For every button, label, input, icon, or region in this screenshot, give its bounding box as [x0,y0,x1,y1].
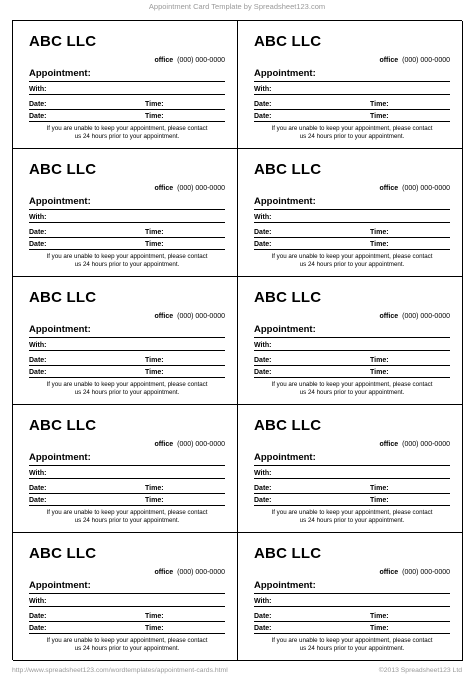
time-label: Time: [370,369,389,376]
notice-line-2: us 24 hours prior to your appointment. [74,388,180,396]
time-label: Time: [370,497,389,504]
time-label: Time: [145,241,164,248]
date-time-line [254,377,450,378]
appointment-card [13,21,238,149]
appointment-label: Appointment: [29,580,91,591]
time-label: Time: [145,613,164,620]
time-label: Time: [145,229,164,236]
cancellation-notice [254,125,450,140]
office-label: office [379,569,399,576]
time-label: Time: [370,485,389,492]
time-label: Time: [370,613,389,620]
date-time-line [254,633,450,634]
appointment-label: Appointment: [254,196,316,207]
notice-line-2: us 24 hours prior to your appointment. [299,388,405,396]
office-phone-line [379,56,450,65]
date-label: Date: [29,113,47,120]
time-label: Time: [370,625,389,632]
card-sheet [12,20,462,660]
date-label: Date: [254,101,272,108]
date-time-line [29,505,225,506]
cancellation-notice [254,381,450,396]
date-label: Date: [29,101,47,108]
date-label: Date: [254,357,272,364]
date-label: Date: [254,613,272,620]
notice-line-2: us 24 hours prior to your appointment. [74,644,180,652]
appointment-card [238,405,463,533]
with-label: With: [29,470,47,477]
appointment-card [13,277,238,405]
date-time-line [254,249,450,250]
date-time-line [254,365,450,366]
notice-line-1: If you are unable to keep your appointment, please contact [46,125,208,132]
office-label: office [154,57,174,64]
appointment-card [238,21,463,149]
notice-line-1: If you are unable to keep your appointment, please contact [271,253,433,260]
footer-copyright: ©2013 Spreadsheet123 Ltd [378,667,462,674]
appointment-card [238,277,463,405]
appointment-label: Appointment: [254,452,316,463]
with-label: With: [29,86,47,93]
time-label: Time: [370,101,389,108]
notice-line-1: If you are unable to keep your appointment, please contact [271,125,433,132]
notice-line-2: us 24 hours prior to your appointment. [299,644,405,652]
office-label: office [379,185,399,192]
date-time-line [29,121,225,122]
with-line [29,478,225,479]
notice-line-1: If you are unable to keep your appointment, please contact [46,253,208,260]
date-time-line [254,121,450,122]
appointment-line [254,593,450,594]
appointment-line [254,81,450,82]
with-line [254,222,450,223]
date-label: Date: [29,497,47,504]
appointment-label: Appointment: [254,580,316,591]
date-time-line [254,493,450,494]
notice-line-1: If you are unable to keep your appointment, please contact [46,381,208,388]
appointment-label: Appointment: [254,324,316,335]
with-line [29,350,225,351]
office-phone-line [154,568,225,577]
office-label: office [154,569,174,576]
with-label: With: [29,214,47,221]
office-label: office [379,57,399,64]
office-phone: (000) 000-0000 [177,441,225,448]
notice-line-2: us 24 hours prior to your appointment. [299,516,405,524]
office-phone-line [154,56,225,65]
date-time-line [29,633,225,634]
date-label: Date: [254,241,272,248]
cancellation-notice [254,253,450,268]
company-name: ABC LLC [254,289,322,306]
appointment-line [29,337,225,338]
date-label: Date: [29,241,47,248]
appointment-card [238,149,463,277]
company-name: ABC LLC [29,417,97,434]
date-time-line [29,109,225,110]
appointment-card [13,149,238,277]
appointment-label: Appointment: [29,324,91,335]
office-phone-line [154,312,225,321]
time-label: Time: [145,625,164,632]
date-time-line [29,621,225,622]
office-label: office [379,441,399,448]
template-caption: Appointment Card Template by Spreadsheet123.com [148,2,326,11]
footer-url: http://www.spreadsheet123.com/wordtemplates/appointment-cards.html [12,667,228,674]
time-label: Time: [145,369,164,376]
company-name: ABC LLC [29,33,97,50]
time-label: Time: [370,229,389,236]
office-phone: (000) 000-0000 [177,185,225,192]
office-phone-line [379,440,450,449]
date-time-line [29,237,225,238]
cancellation-notice [254,509,450,524]
time-label: Time: [145,497,164,504]
appointment-label: Appointment: [29,68,91,79]
with-label: With: [254,214,272,221]
office-phone: (000) 000-0000 [402,57,450,64]
with-label: With: [254,598,272,605]
appointment-card [238,533,463,661]
office-label: office [154,441,174,448]
cancellation-notice [29,381,225,396]
appointment-line [29,593,225,594]
appointment-line [29,81,225,82]
notice-line-1: If you are unable to keep your appointment, please contact [271,637,433,644]
date-label: Date: [29,369,47,376]
appointment-card [13,405,238,533]
date-label: Date: [29,613,47,620]
date-label: Date: [29,485,47,492]
notice-line-2: us 24 hours prior to your appointment. [74,516,180,524]
cancellation-notice [29,125,225,140]
with-line [29,222,225,223]
date-label: Date: [254,625,272,632]
appointment-label: Appointment: [254,68,316,79]
with-line [254,478,450,479]
date-label: Date: [254,369,272,376]
cancellation-notice [29,637,225,652]
company-name: ABC LLC [29,289,97,306]
with-line [254,350,450,351]
company-name: ABC LLC [29,545,97,562]
date-label: Date: [254,497,272,504]
office-phone: (000) 000-0000 [177,57,225,64]
appointment-line [29,209,225,210]
office-phone-line [379,312,450,321]
office-phone-line [154,440,225,449]
date-time-line [29,493,225,494]
date-label: Date: [254,485,272,492]
time-label: Time: [145,101,164,108]
with-label: With: [254,342,272,349]
office-label: office [379,313,399,320]
cancellation-notice [29,253,225,268]
notice-line-2: us 24 hours prior to your appointment. [299,132,405,140]
notice-line-1: If you are unable to keep your appointment, please contact [271,509,433,516]
date-time-line [29,365,225,366]
cancellation-notice [254,637,450,652]
date-time-line [29,377,225,378]
date-label: Date: [254,229,272,236]
date-time-line [254,621,450,622]
office-phone: (000) 000-0000 [177,569,225,576]
date-time-line [254,505,450,506]
notice-line-2: us 24 hours prior to your appointment. [299,260,405,268]
with-label: With: [29,598,47,605]
notice-line-2: us 24 hours prior to your appointment. [74,132,180,140]
with-line [254,606,450,607]
notice-line-2: us 24 hours prior to your appointment. [74,260,180,268]
time-label: Time: [145,485,164,492]
company-name: ABC LLC [29,161,97,178]
date-label: Date: [29,229,47,236]
appointment-card [13,533,238,661]
date-label: Date: [29,357,47,364]
office-phone: (000) 000-0000 [402,569,450,576]
with-line [254,94,450,95]
time-label: Time: [370,241,389,248]
date-label: Date: [254,113,272,120]
office-phone-line [379,568,450,577]
with-label: With: [254,470,272,477]
time-label: Time: [145,113,164,120]
office-phone-line [379,184,450,193]
appointment-line [254,209,450,210]
with-label: With: [29,342,47,349]
appointment-label: Appointment: [29,196,91,207]
appointment-label: Appointment: [29,452,91,463]
with-line [29,606,225,607]
company-name: ABC LLC [254,33,322,50]
date-time-line [29,249,225,250]
office-phone: (000) 000-0000 [177,313,225,320]
date-time-line [254,109,450,110]
time-label: Time: [370,113,389,120]
office-label: office [154,185,174,192]
company-name: ABC LLC [254,545,322,562]
appointment-line [254,337,450,338]
office-phone: (000) 000-0000 [402,313,450,320]
company-name: ABC LLC [254,417,322,434]
time-label: Time: [145,357,164,364]
date-label: Date: [29,625,47,632]
notice-line-1: If you are unable to keep your appointment, please contact [46,509,208,516]
cancellation-notice [29,509,225,524]
company-name: ABC LLC [254,161,322,178]
with-line [29,94,225,95]
appointment-line [29,465,225,466]
office-phone-line [154,184,225,193]
notice-line-1: If you are unable to keep your appointment, please contact [46,637,208,644]
date-time-line [254,237,450,238]
office-label: office [154,313,174,320]
notice-line-1: If you are unable to keep your appointment, please contact [271,381,433,388]
office-phone: (000) 000-0000 [402,441,450,448]
office-phone: (000) 000-0000 [402,185,450,192]
with-label: With: [254,86,272,93]
appointment-line [254,465,450,466]
time-label: Time: [370,357,389,364]
